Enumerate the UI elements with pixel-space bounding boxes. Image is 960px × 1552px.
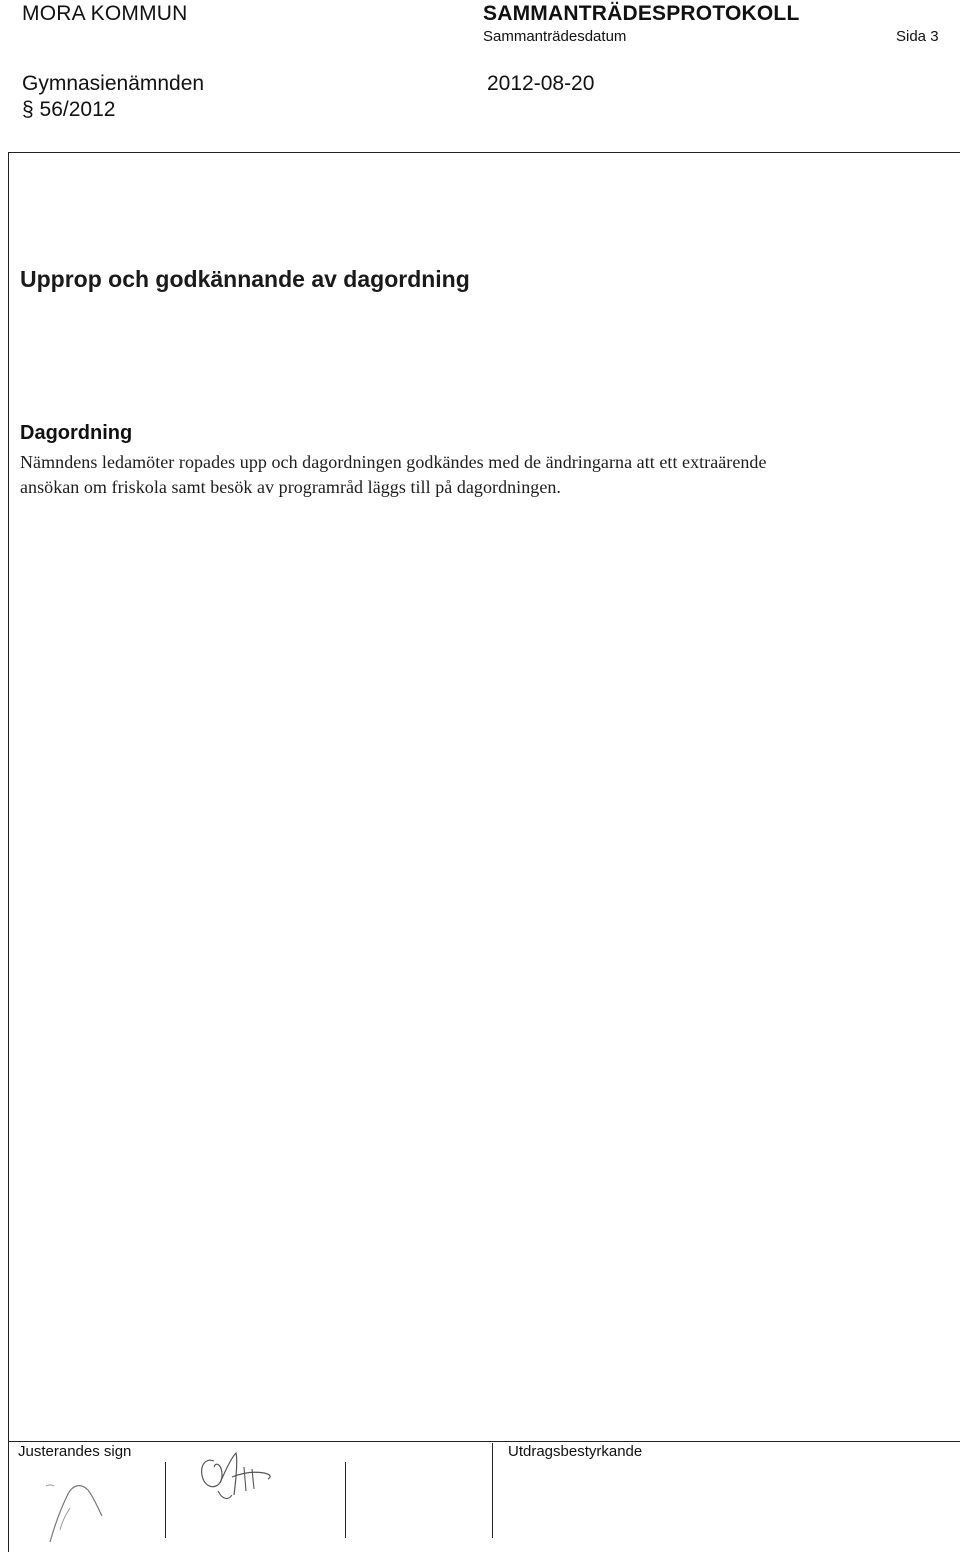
content-frame <box>8 152 960 1552</box>
utdrag-label: Utdragsbestyrkande <box>508 1443 643 1460</box>
body-text-line-1: Nämndens ledamöter ropades upp och dagordningen godkändes med de ändringarna att ett extraärende <box>20 452 767 472</box>
meeting-date: 2012-08-20 <box>487 72 595 95</box>
date-label: Sammanträdesdatum <box>483 28 627 45</box>
signature-mark-1 <box>40 1470 120 1548</box>
body-text-line-2: ansökan om friskola samt besök av programråd läggs till på dagordningen. <box>20 477 561 497</box>
footer-divider-vertical-3 <box>492 1443 493 1538</box>
footer-divider <box>8 1441 960 1442</box>
signature-mark-2 <box>192 1447 292 1507</box>
page-number: Sida 3 <box>896 28 939 45</box>
committee-name: Gymnasienämnden <box>22 72 205 95</box>
section-number: § 56/2012 <box>22 98 116 121</box>
footer-divider-vertical-2 <box>345 1462 346 1538</box>
page-title: Upprop och godkännande av dagordning <box>20 266 470 292</box>
section-subheading: Dagordning <box>20 422 133 444</box>
footer-divider-vertical-1 <box>165 1462 166 1538</box>
organization-name: MORA KOMMUN <box>22 2 188 25</box>
justering-label: Justerandes sign <box>18 1443 132 1460</box>
document-type: SAMMANTRÄDESPROTOKOLL <box>483 2 800 25</box>
